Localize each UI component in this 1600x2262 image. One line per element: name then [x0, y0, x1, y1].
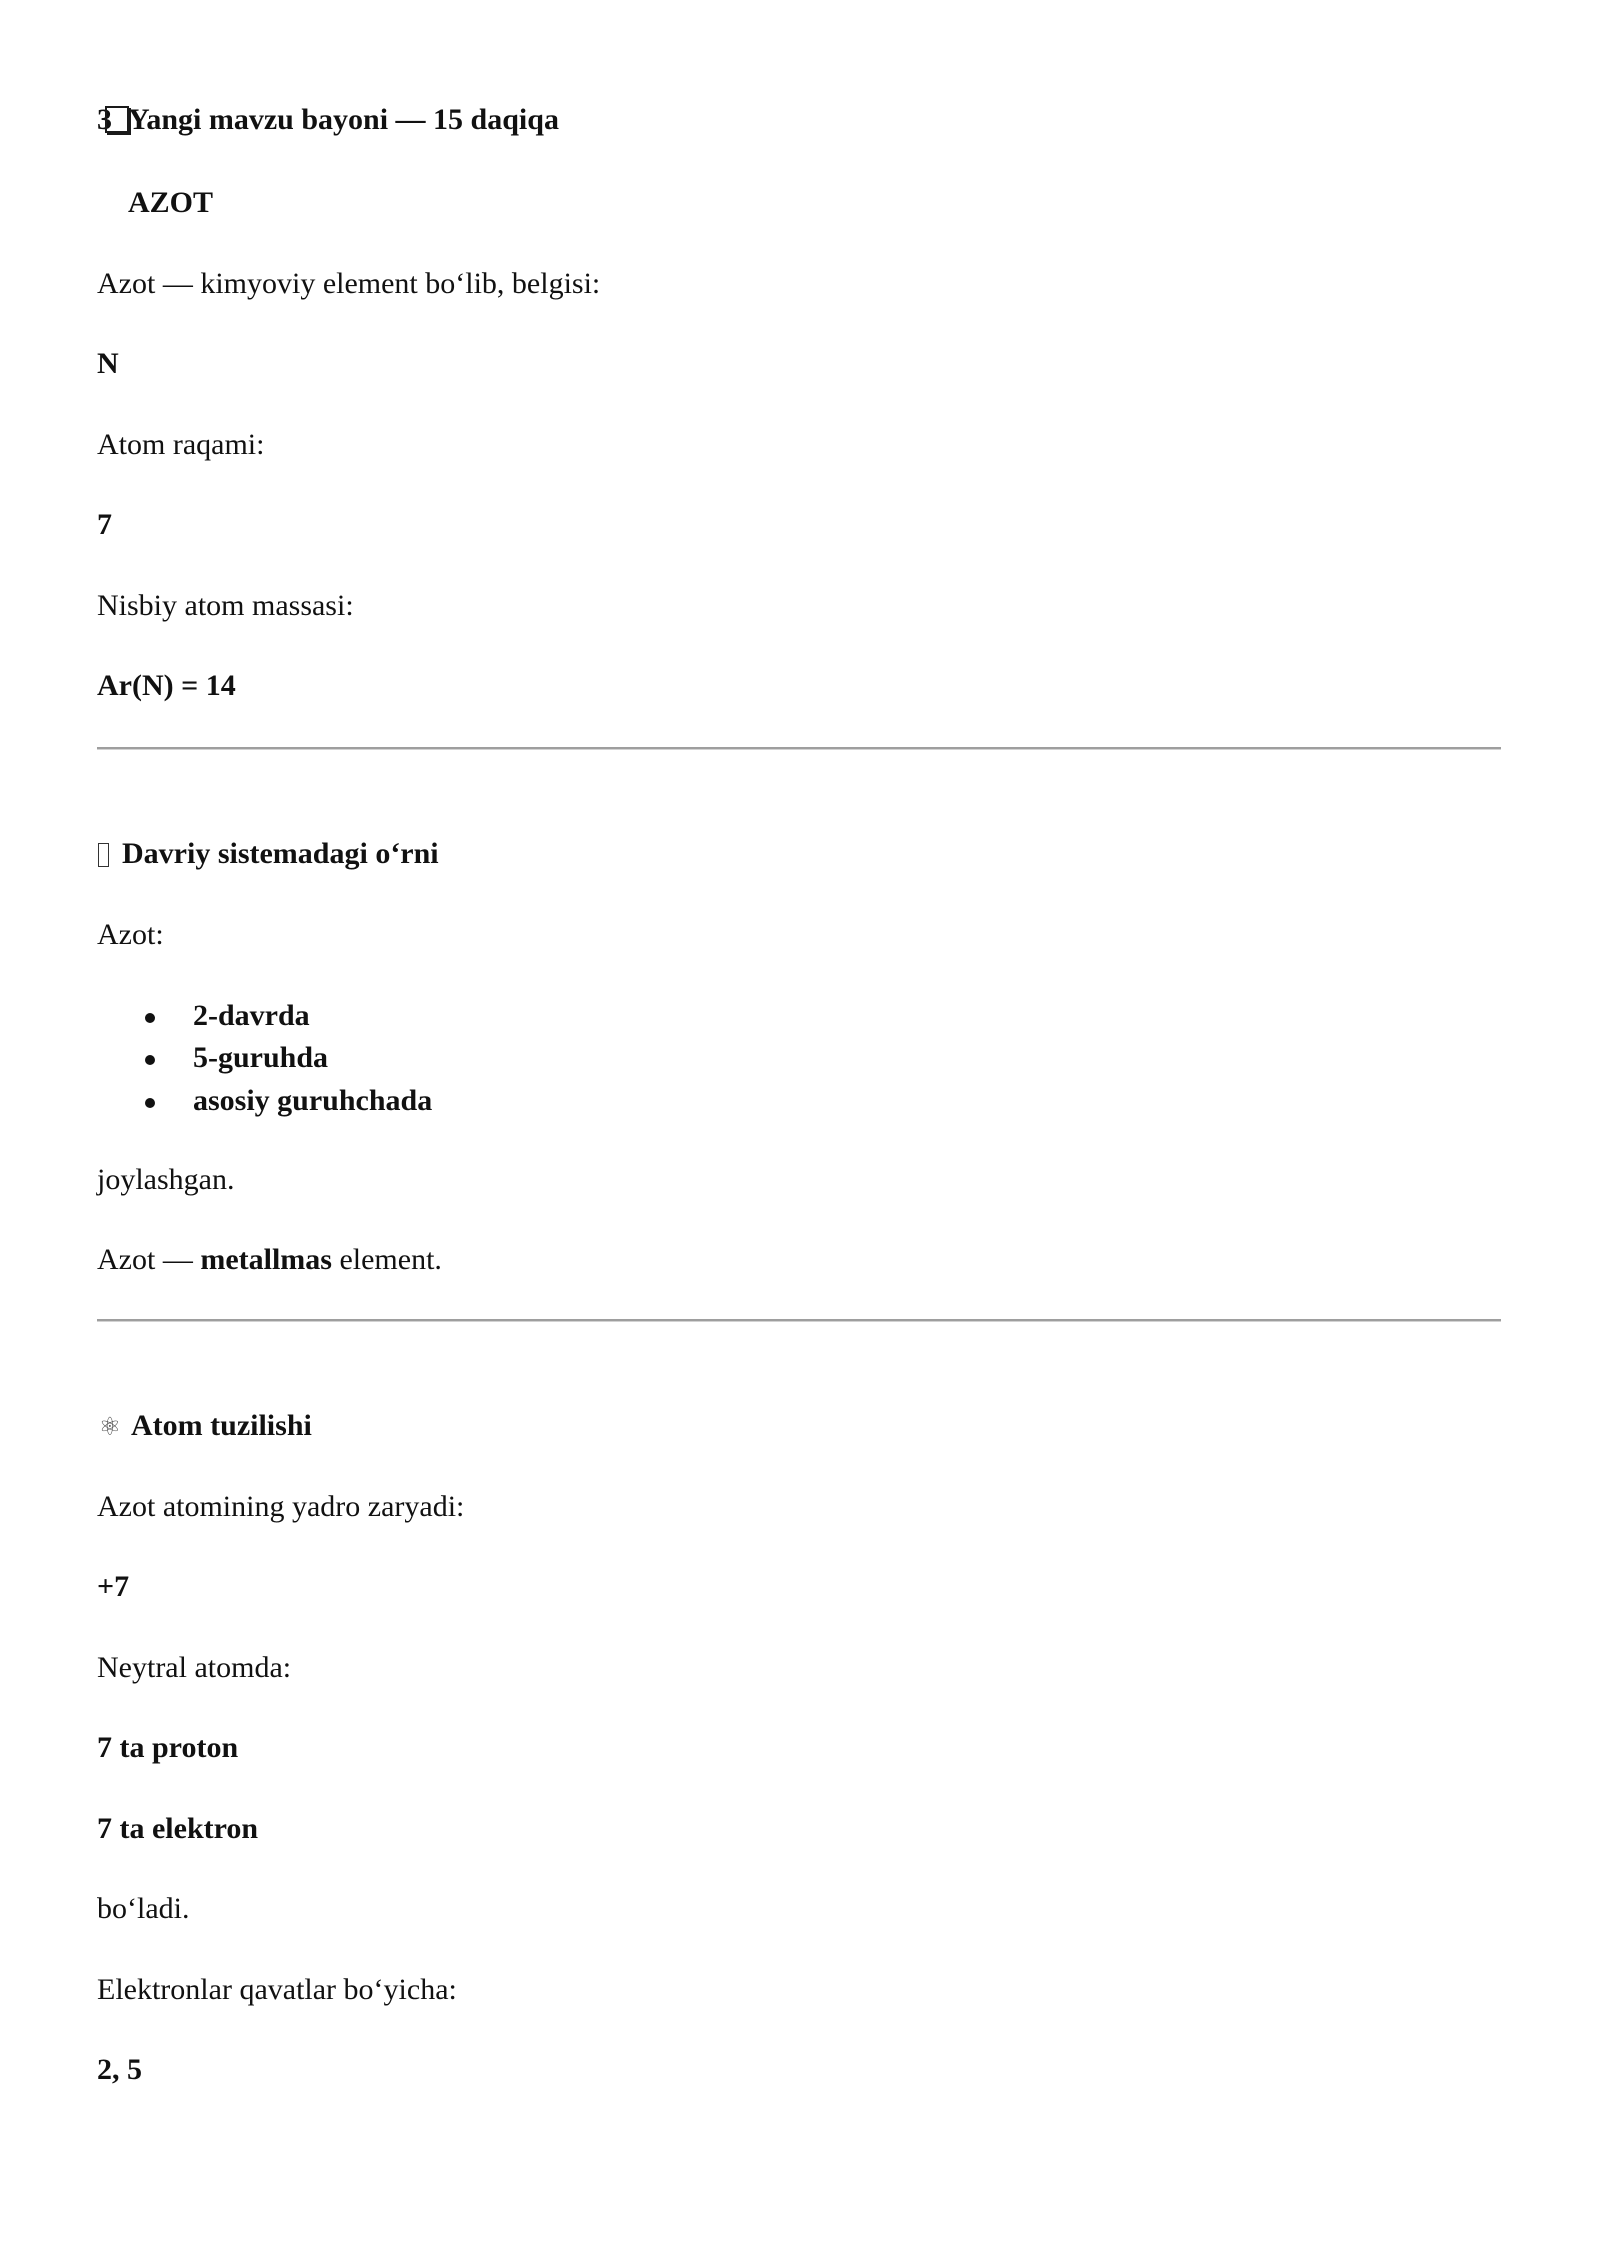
document-content — [97, 99, 1501, 2091]
electrons-value: 7 ta elektron — [97, 1811, 259, 1845]
shells-value: 2, 5 — [97, 2053, 142, 2086]
mass-value: Ar(N) = 14 — [97, 669, 236, 702]
neutral-label: Neytral atomda: — [97, 1650, 292, 1684]
bullet-icon — [145, 1055, 155, 1065]
list-item — [97, 995, 1501, 1038]
shells-label: Elektronlar qavatlar bo‘yicha: — [97, 1972, 457, 2006]
bullet-icon — [145, 1013, 155, 1023]
page-title: AZOT — [128, 186, 214, 219]
section-heading-text: Yangi mavzu bayoni — 15 daqiqa — [128, 103, 559, 136]
element-type-line — [97, 1239, 1501, 1281]
missing-glyph-icon — [98, 843, 109, 867]
charge-label: Azot atomining yadro zaryadi: — [97, 1489, 465, 1523]
structure-heading-text: Atom tuzilishi — [131, 1409, 312, 1442]
element-type-bold: metallmas — [200, 1243, 332, 1276]
element-type-suffix: element. — [331, 1243, 442, 1276]
position-after: joylashgan. — [97, 1162, 235, 1196]
position-heading-text: Davriy sistemadagi o‘rni — [122, 837, 439, 870]
atomic-number-label: Atom raqami: — [97, 427, 265, 461]
protons-value: 7 ta proton — [97, 1731, 239, 1764]
list-item — [97, 1080, 1501, 1123]
list-item-text: 2-davrda — [193, 998, 310, 1032]
list-item-text: asosiy guruhchada — [193, 1083, 433, 1117]
list-item — [97, 1037, 1501, 1080]
position-lead: Azot: — [97, 917, 164, 951]
bullet-icon — [145, 1098, 155, 1108]
symbol-label: Azot — kimyoviy element bo‘lib, belgisi: — [97, 266, 601, 300]
section-heading — [97, 99, 1501, 141]
atomic-number-value: 7 — [97, 508, 112, 541]
charge-value: +7 — [97, 1570, 130, 1603]
symbol-value: N — [97, 347, 119, 380]
divider — [97, 747, 1501, 750]
mass-label: Nisbiy atom massasi: — [97, 588, 354, 622]
position-list — [97, 995, 1501, 1123]
keycap-icon — [97, 99, 128, 141]
element-type-prefix: Azot — — [97, 1243, 201, 1276]
position-heading — [97, 833, 1501, 875]
list-item-text: 5-guruhda — [193, 1041, 329, 1074]
section-number: 3 — [97, 103, 112, 136]
structure-after: bo‘ladi. — [97, 1892, 190, 1925]
divider — [97, 1319, 1501, 1322]
structure-heading — [97, 1405, 1501, 1447]
atom-icon — [97, 1406, 123, 1448]
keycap-frame — [105, 106, 129, 133]
